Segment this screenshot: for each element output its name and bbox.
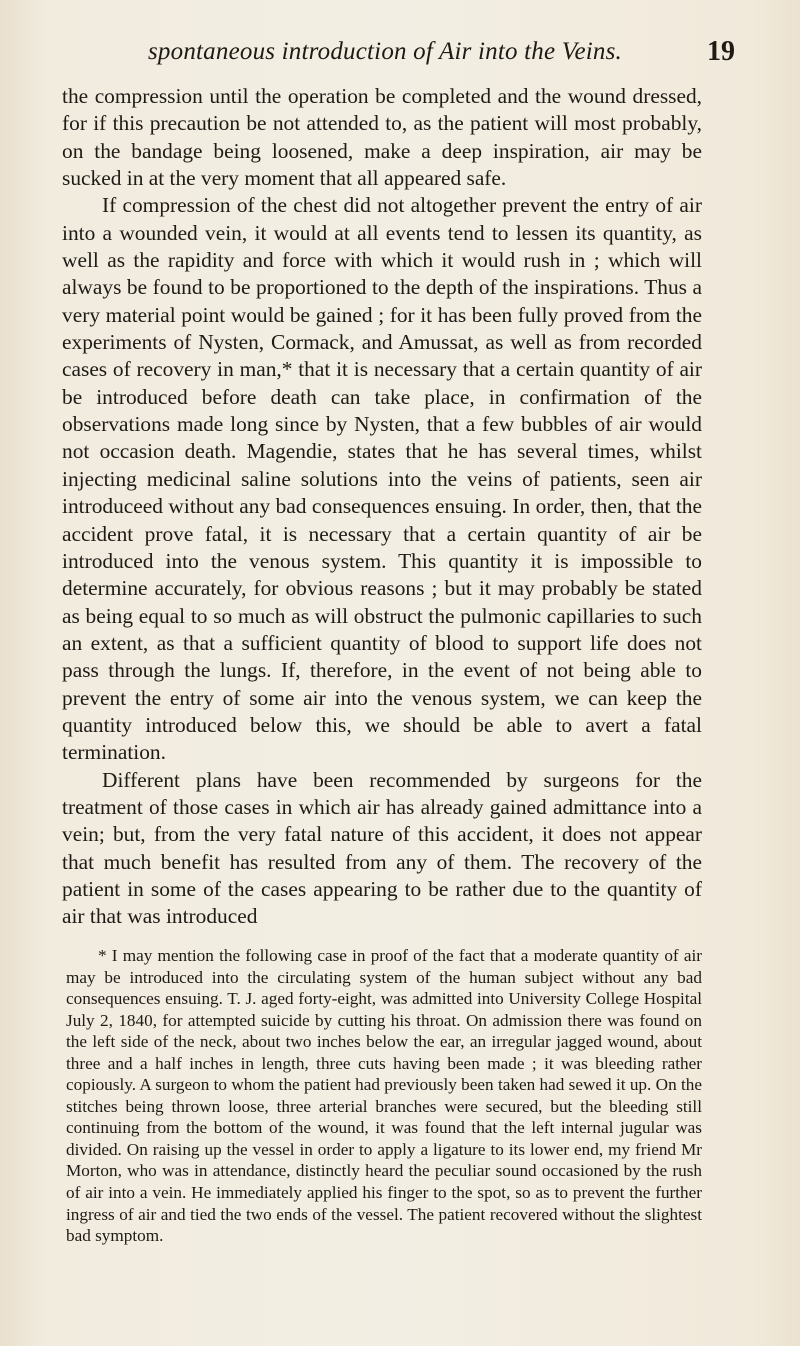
paragraph-continuation: the compression until the operation be completed and the wound dressed, for if this precaution be not attended to, as the patient will most probably, on the bandage being loosened, make a deep inspiration, air may be sucked in at the very moment that all appeared safe. [62,84,702,191]
page-header [40,38,740,78]
page-number: 19 [707,36,735,67]
paragraph-compression: If compression of the chest did not altogether prevent the entry of air into a wounded vein, it would at all events tend to lessen its quantity, as well as the rapidity and force with which it would rush in ; which will always be found to be proportioned to the depth of the inspirations. Thus a very material point would be gained ; for it has been fully proved from the experiments of Nysten, Cormack, and Amussat, as well as from recorded cases of recovery in man,* that it is necessary that a certain quantity of air be introduced before death can take place, in confirmation of the observations made long since by Nysten, that a few bubbles of air would not occasion death. Magendie, states that he has several times, whilst injecting medicinal saline solutions into the veins of patients, seen air introduceed without any bad consequences ensuing. In order, then, that the accident prove fatal, it is necessary that a certain quantity of air be introduced into the venous system. This quantity it is impossible to determine accurately, for obvious reasons ; but it may probably be stated as being equal to so much as will obstruct the pulmonic capillaries to such an extent, as that a sufficient quantity of blood to support life does not pass through the lungs. If, therefore, in the event of not being able to prevent the entry of some air into the venous system, we can keep the quantity introduced below this, we should be able to avert a fatal termination. [62,193,702,765]
footnote [66,945,702,1247]
body-text [62,83,702,931]
footnote-text: * I may mention the following case in proof of the fact that a moderate quantity of air may be introduced into the circulating system of the human subject without any bad consequences ensuing. T. J. aged forty-eight, was admitted into University College Hospital July 2, 1840, for attempted suicide by cutting his throat. On admission there was found on the left side of the neck, about two inches below the ear, an irregular jagged wound, about three and a half inches in length, three cuts having been made ; it was bleeding rather copiously. A surgeon to whom the patient had previously been taken had sewed it up. On the stitches being thrown loose, three arterial branches were secured, but the bleeding still continuing from the bottom of the wound, it was found that the left internal jugular was divided. On raising up the vessel in order to apply a ligature to its lower end, my friend Mr Morton, who was in attendance, distinctly heard the peculiar sound occasioned by the rush of air into a vein. He immediately applied his finger to the spot, so as to prevent the further ingress of air and tied the two ends of the vessel. The patient recovered without the slightest bad symptom. [66,946,702,1246]
running-title: spontaneous introduction of Air into the Veins. [148,38,622,65]
paragraph-treatment: Different plans have been recommended by surgeons for the treatment of those cases in which air has already gained admittance into a vein; but, from the very fatal nature of this accident, it does not appear that much benefit has resulted from any of them. The recovery of the patient in some of the cases appearing to be rather due to the quantity of air that was introduced [62,767,702,929]
